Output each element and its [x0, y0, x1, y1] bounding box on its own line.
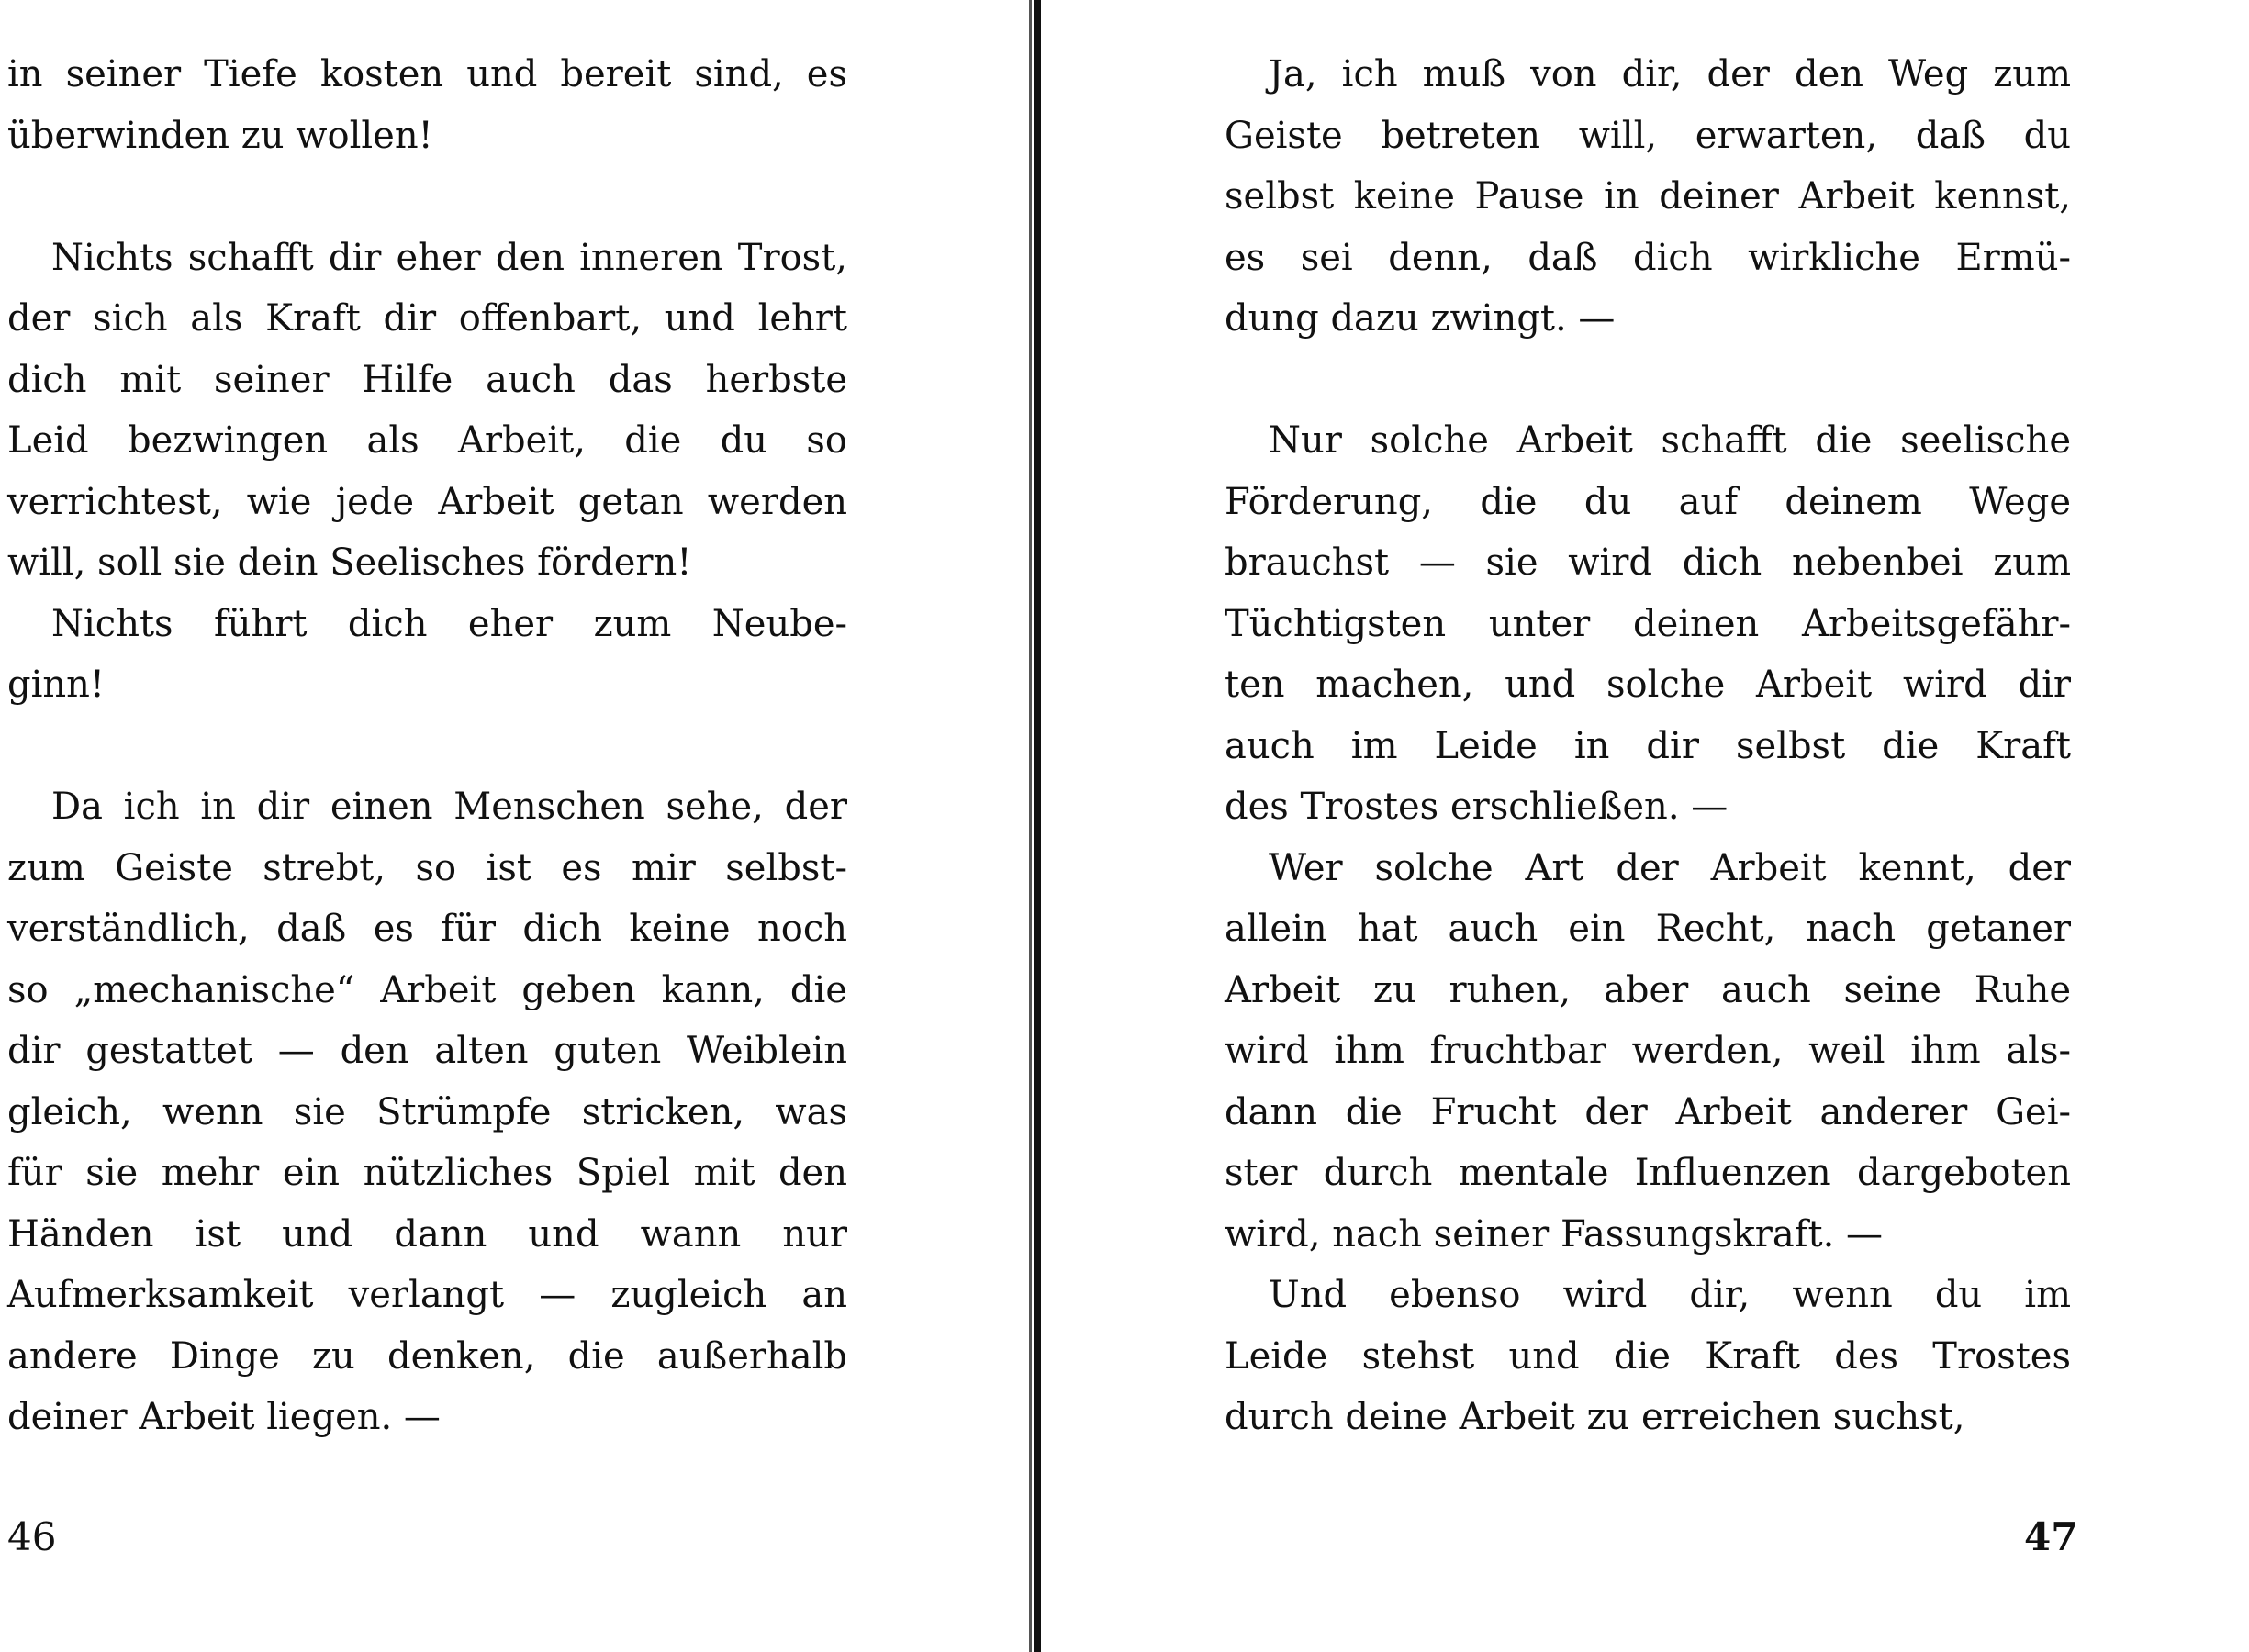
text-line: Aufmerksamkeit verlangt — zugleich an: [7, 1274, 847, 1316]
text-line: Ja, ich muß von dir, der den Weg zum: [1269, 53, 2071, 95]
text-line: so „mechanische“ Arbeit geben kann, die: [7, 968, 847, 1011]
text-line: in seiner Tiefe kosten und bereit sind, es: [7, 53, 847, 95]
left-page-text: [7, 44, 847, 1448]
book-gutter: [1034, 0, 1041, 1652]
text-line: des Trostes erschließen. —: [1225, 786, 1729, 828]
text-line: Nur solche Arbeit schafft die seelische: [1269, 419, 2071, 462]
page-number-left: 46: [7, 1514, 57, 1559]
text-line: Tüchtigsten unter deinen Arbeitsgefähr-: [1225, 602, 2071, 645]
text-line: überwinden zu wollen!: [7, 114, 433, 157]
text-line: Leid bezwingen als Arbeit, die du so: [7, 419, 847, 462]
paragraph-gap: [1225, 350, 2071, 411]
text-line: andere Dinge zu denken, die außerhalb: [7, 1334, 847, 1378]
text-line: Nichts schafft dir eher den inneren Trost,: [51, 236, 847, 279]
text-line: Nichts führt dich eher zum Neube-: [51, 602, 847, 645]
text-line: dann die Frucht der Arbeit anderer Gei-: [1225, 1090, 2071, 1133]
text-line: brauchst — sie wird dich nebenbei zum: [1225, 541, 2071, 584]
text-line: Arbeit zu ruhen, aber auch seine Ruhe: [1225, 968, 2071, 1011]
text-line: Förderung, die du auf deinem Wege: [1225, 480, 2071, 523]
text-line: Leide stehst und die Kraft des Trostes: [1225, 1334, 2071, 1378]
text-line: es sei denn, daß dich wirkliche Ermü-: [1225, 236, 2071, 279]
text-line: dich mit seiner Hilfe auch das herbste: [7, 358, 847, 401]
text-line: zum Geiste strebt, so ist es mir selbst-: [7, 846, 847, 889]
text-line: der sich als Kraft dir offenbart, und lehrt: [7, 297, 847, 340]
text-line: deiner Arbeit liegen. —: [7, 1396, 441, 1438]
gutter-edge: [1029, 0, 1032, 1652]
text-line: Geiste betreten will, erwarten, daß du: [1225, 114, 2071, 157]
page-number-right: 47: [2024, 1514, 2078, 1559]
text-line: verrichtest, wie jede Arbeit getan werden: [7, 480, 847, 523]
text-line: dung dazu zwingt. —: [1225, 297, 1616, 340]
text-line: dir gestattet — den alten guten Weiblein: [7, 1030, 847, 1072]
text-line: Wer solche Art der Arbeit kennt, der: [1269, 846, 2071, 889]
text-line: Da ich in dir einen Menschen sehe, der: [51, 786, 847, 828]
text-line: auch im Leide in dir selbst die Kraft: [1225, 724, 2071, 767]
text-line: will, soll sie dein Seelisches fördern!: [7, 541, 692, 584]
text-line: Und ebenso wird dir, wenn du im: [1269, 1274, 2071, 1316]
text-line: allein hat auch ein Recht, nach getaner: [1225, 908, 2071, 950]
text-line: Händen ist und dann und wann nur: [7, 1212, 847, 1256]
text-line: wird ihm fruchtbar werden, weil ihm als-: [1225, 1030, 2071, 1072]
text-line: für sie mehr ein nützliches Spiel mit den: [7, 1152, 847, 1194]
right-page-text: [1225, 44, 2071, 1448]
text-line: ginn!: [7, 664, 105, 706]
text-line: ten machen, und solche Arbeit wird dir: [1225, 664, 2071, 706]
paragraph-gap: [7, 716, 847, 777]
text-line: ster durch mentale Influenzen dargeboten: [1225, 1152, 2071, 1194]
paragraph-gap: [7, 166, 847, 228]
text-line: selbst keine Pause in deiner Arbeit kennst,: [1225, 175, 2071, 218]
text-line: wird, nach seiner Fassungskraft. —: [1225, 1212, 1884, 1256]
text-line: verständlich, daß es für dich keine noch: [7, 908, 847, 950]
text-line: durch deine Arbeit zu erreichen suchst,: [1225, 1396, 1965, 1438]
text-line: gleich, wenn sie Strümpfe stricken, was: [7, 1090, 847, 1133]
